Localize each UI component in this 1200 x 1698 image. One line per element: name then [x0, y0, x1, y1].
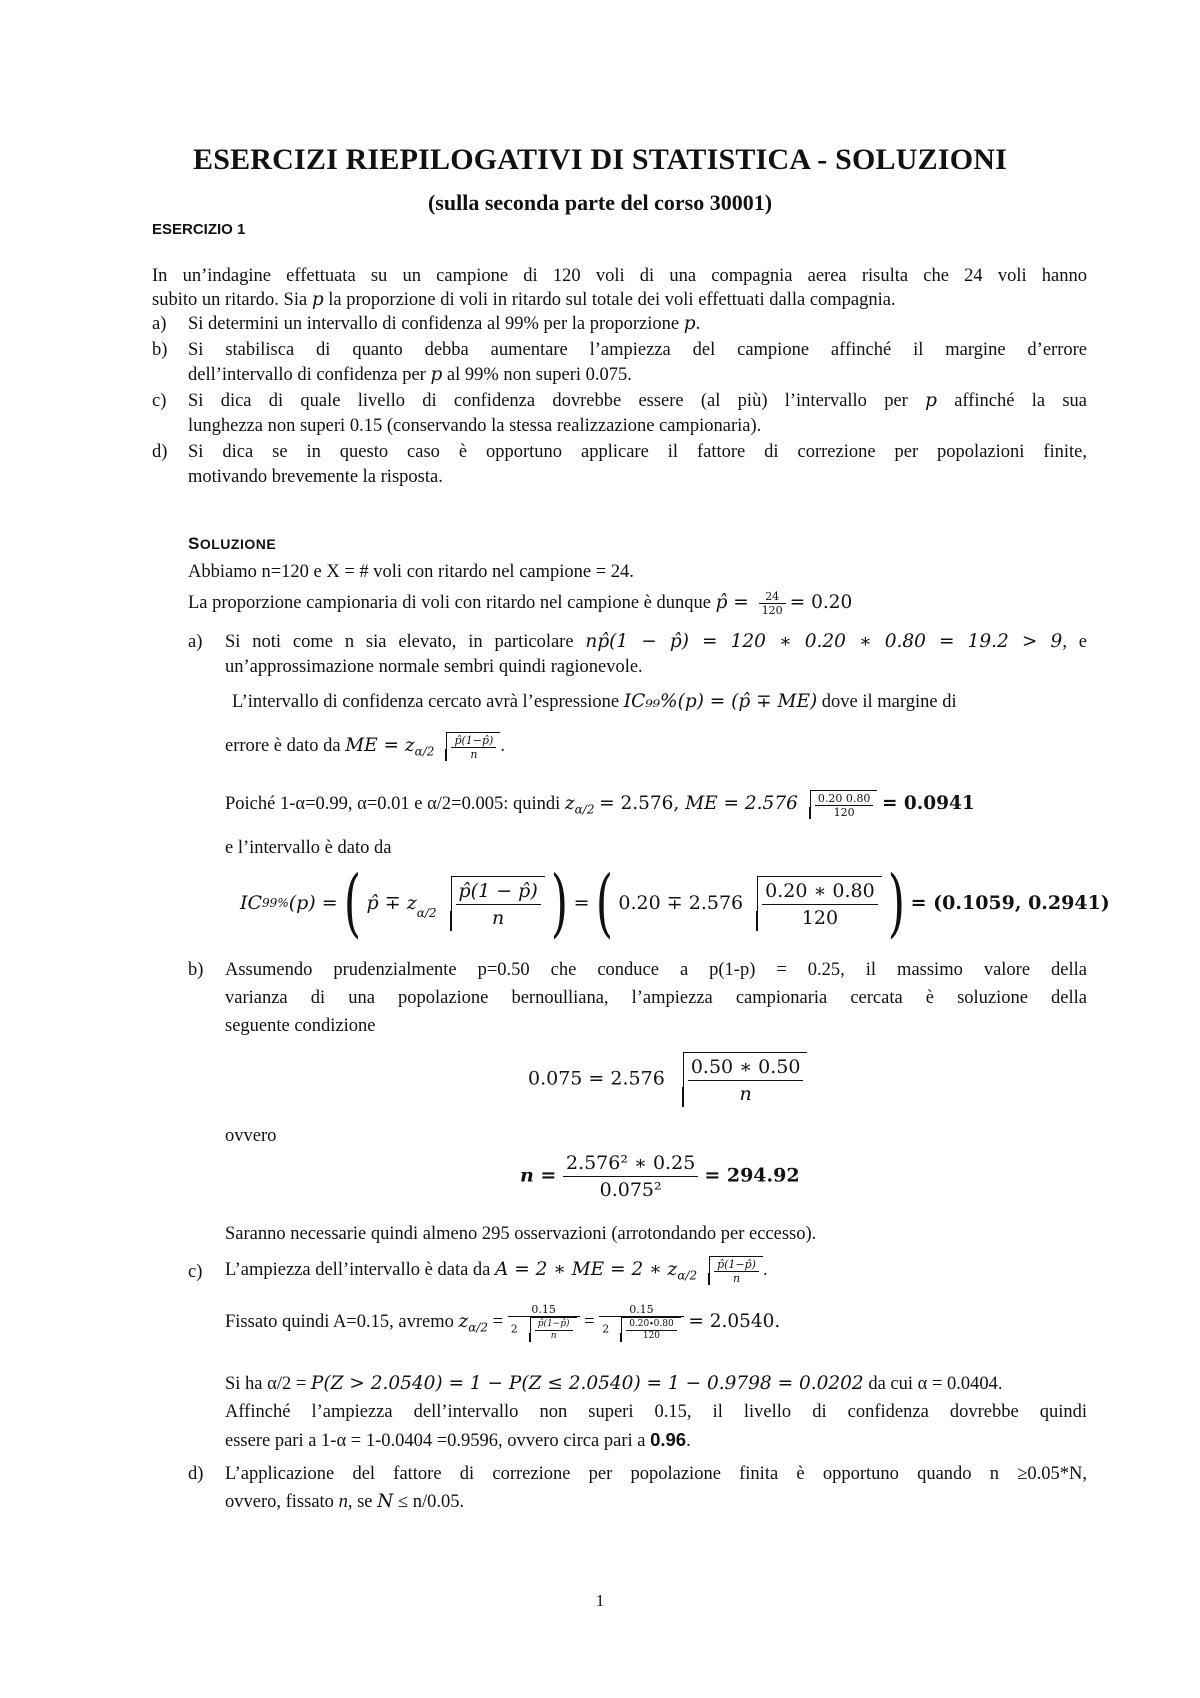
solution-a-line4: errore è dato da ME = $z_{\alpha/2}$ $\frac{p̂(1-p̂)}{n}$ .: [225, 734, 505, 761]
problem-item-a: Si determini un intervallo di confidenza al 99% per la proporzione p.: [188, 313, 701, 334]
solution-b-ovvero: ovvero: [225, 1126, 277, 1146]
solution-c-line5: essere pari a 1-α = 1-0.0404 =0.9596, ovvero circa pari a 0.96.: [225, 1429, 691, 1451]
page-subtitle: (sulla seconda parte del corso 30001): [427, 190, 773, 215]
sample-size-result: n = $\frac{\text{2.576² ∗ 0.25}}{\text{0.075²}}$ = 294.92: [520, 1152, 800, 1201]
solution-b-line4: Saranno necessarie quindi almeno 295 osservazioni (arrotondando per eccesso).: [225, 1224, 817, 1244]
item-label-a: a): [152, 314, 167, 334]
problem-item-d-line2: motivando brevemente la risposta.: [188, 467, 443, 487]
solution-a-line3: L’intervallo di confidenza cercato avrà l’espressione IC₉₉%(p) = (p̂ ∓ ME) dove il margine di: [232, 691, 957, 712]
problem-item-b-line2: dell’intervallo di confidenza per p al 99% non superi 0.075.: [188, 364, 632, 385]
solution-heading: SOLUZIONE: [188, 534, 277, 553]
solution-a-line2: un’approssimazione normale sembri quindi ragionevole.: [225, 657, 643, 677]
item-label-c: c): [152, 391, 167, 411]
problem-item-d-line1: Si dica se in questo caso è opportuno applicare il fattore di correzione per popolazioni finite,: [188, 442, 1087, 462]
solution-b-line3: seguente condizione: [225, 1016, 376, 1036]
problem-item-b-line1: Si stabilisca di quanto debba aumentare l’ampiezza del campione affinché il margine d’errore: [188, 340, 1087, 360]
solution-label-b: b): [188, 960, 204, 980]
exercise-heading: ESERCIZIO 1: [152, 221, 246, 238]
solution-c-line4: Affinché l’ampiezza dell’intervallo non superi 0.15, il livello di confidenza dovrebbe quindi: [225, 1402, 1087, 1422]
solution-line1: Abbiamo n=120 e X = # voli con ritardo nel campione = 24.: [188, 562, 634, 582]
solution-d-line2: ovvero, fissato n, se N ≤ n/0.05.: [225, 1491, 465, 1512]
interval-formula: IC 99% (p) = ( p̂ ∓ z $_{\alpha/2}$ $\frac{p̂(1 - p̂)}{n}$ ) = ( 0.20 ∓ 2.576 $\frac{0.20 ∗ 0.80}{120}$ ) = (0.1059, 0.2941): [240, 860, 1110, 946]
solution-a-line5: Poiché 1-α=0.99, α=0.01 e α/2=0.005: quindi $z_{\alpha/2} = 2.576$, ME = 2.576 $\frac{0.20 0.80}{120}$ = 0.0941: [225, 792, 975, 819]
solution-label-d: d): [188, 1464, 204, 1484]
solution-b-line2: varianza di una popolazione bernoulliana, l’ampiezza campionaria cercata è soluzione della: [225, 988, 1087, 1008]
solution-c-line3: Si ha α/2 = P(Z > 2.0540) = 1 − P(Z ≤ 2.0540) = 1 − 0.9798 = 0.0202 da cui α = 0.0404.: [225, 1373, 1003, 1394]
problem-item-c-line2: lunghezza non superi 0.15 (conservando la stessa realizzazione campionaria).: [188, 416, 762, 436]
solution-a-line1: Si noti come n sia elevato, in particolare np̂(1 − p̂) = 120 ∗ 0.20 ∗ 0.80 = 19.2 > 9, e: [225, 631, 1088, 652]
solution-c-line1: L’ampiezza dell’intervallo è data da A = 2 ∗ ME = 2 ∗ $z_{\alpha/2}$ $\frac{p̂(1-p̂)}{n}$ .: [225, 1258, 768, 1285]
solution-a-line6: e l’intervallo è dato da: [225, 838, 392, 858]
solution-c-line2: Fissato quindi A=0.15, avremo $z_{\alpha/2}$ = 0.15 2 $\frac{p̂(1-p̂)}{n}$ = 0.15 2 $\frac{0.20\cdot 0.80}{120}$ = 2.0540.: [225, 1303, 781, 1341]
item-label-b: b): [152, 340, 168, 360]
problem-intro-line1: In un’indagine effettuata su un campione di 120 voli di una compagnia aerea risulta che 24 voli hanno: [152, 266, 1087, 286]
problem-intro-line2: subito un ritardo. Sia p la proporzione di voli in ritardo sul totale dei voli effettuati dalla compagnia.: [152, 289, 896, 310]
page-title: ESERCIZI RIEPILOGATIVI DI STATISTICA - SOLUZIONI: [192, 143, 1007, 176]
solution-label-a: a): [188, 632, 203, 652]
item-label-d: d): [152, 442, 168, 462]
sample-size-condition: 0.075 = 2.576 $\frac{0.50 ∗ 0.50}{n}$: [528, 1052, 807, 1107]
solution-b-line1: Assumendo prudenzialmente p=0.50 che conduce a p(1-p) = 0.25, il massimo valore della: [225, 960, 1087, 980]
solution-line2: La proporzione campionaria di voli con ritardo nel campione è dunque p̂ = $\frac{24}{120}$ = 0.20: [188, 590, 853, 617]
problem-item-c-line1: Si dica di quale livello di confidenza dovrebbe essere (al più) l’intervallo per p affinché la sua: [188, 390, 1088, 411]
solution-d-line1: L’applicazione del fattore di correzione per popolazione finita è opportuno quando n ≥0.05*N,: [225, 1464, 1087, 1484]
solution-label-c: c): [188, 1262, 203, 1282]
page-number: 1: [595, 1591, 605, 1610]
